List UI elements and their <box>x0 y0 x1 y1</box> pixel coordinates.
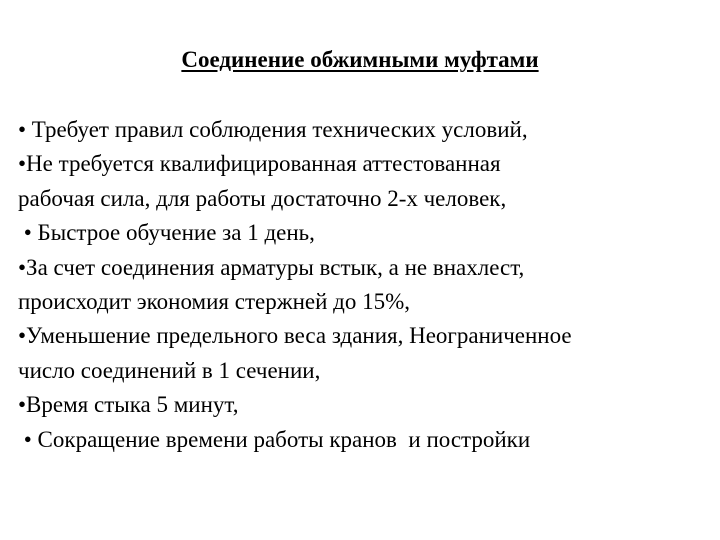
text-line: •За счет соединения арматуры встык, а не внахлест, <box>18 254 525 280</box>
text-line: происходит экономия стержней до 15%, <box>18 289 411 315</box>
text-line: •Уменьшение предельного веса здания, Неограниченное <box>18 323 572 349</box>
text-line: • Сокращение времени работы кранов и постройки <box>18 426 531 452</box>
text-line: число соединений в 1 сечении, <box>18 357 321 383</box>
bullet-list <box>18 113 714 457</box>
text-line: рабочая сила, для работы достаточно 2-х человек, <box>18 185 507 211</box>
text-line: •Время стыка 5 минут, <box>18 392 239 418</box>
text-line: •Не требуется квалифицированная аттестованная <box>18 151 501 177</box>
slide-title: Соединение обжимными муфтами <box>181 47 539 72</box>
text-line: • Требует правил соблюдения технических условий, <box>18 117 528 142</box>
text-line: • Быстрое обучение за 1 день, <box>18 220 315 246</box>
